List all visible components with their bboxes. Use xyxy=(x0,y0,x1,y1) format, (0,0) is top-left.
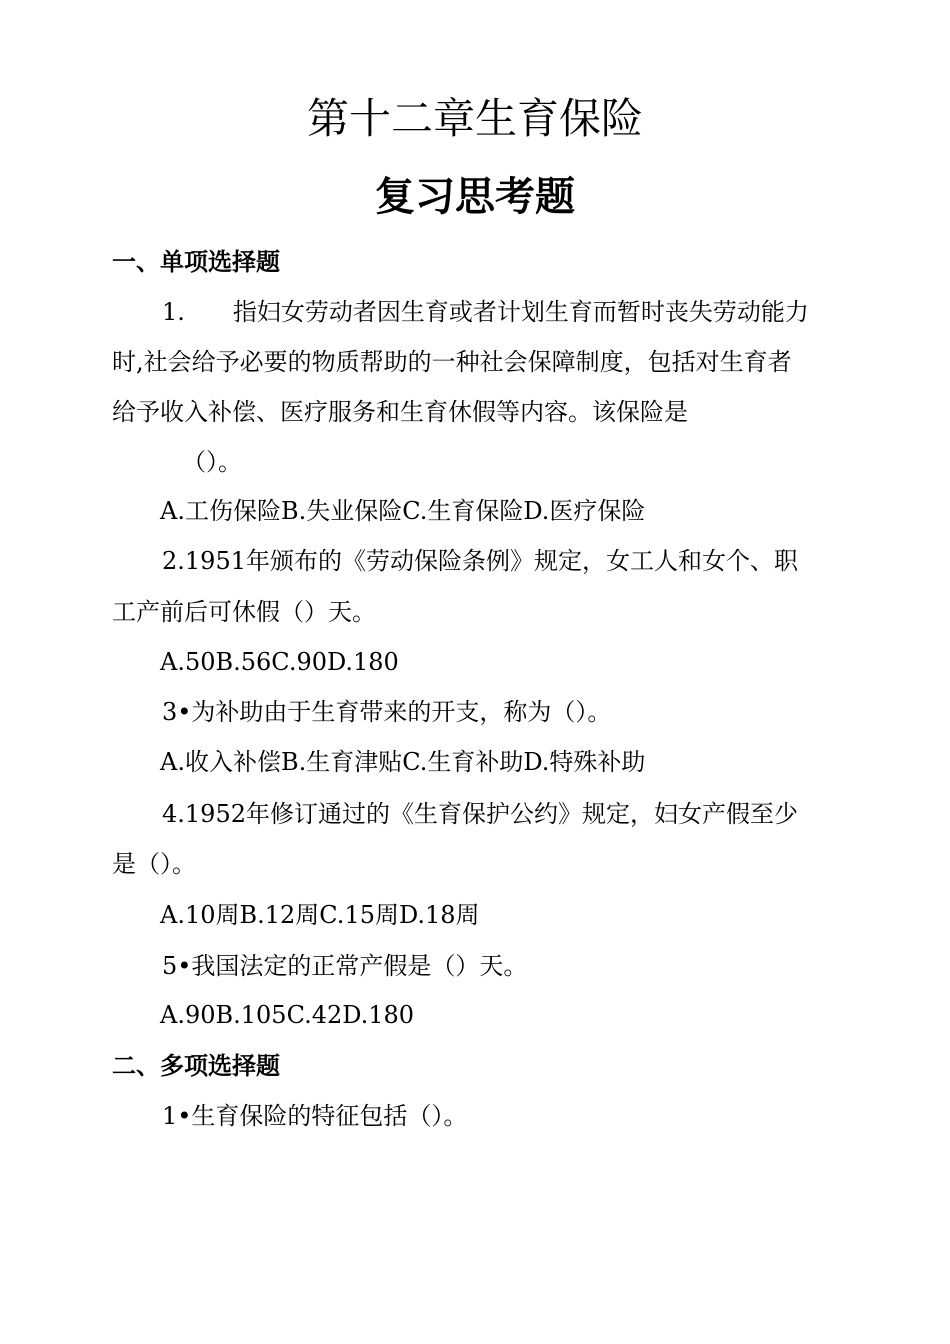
question-1-options: A.工伤保险B.失业保险C.生育保险D.医疗保险 xyxy=(160,497,646,525)
question-2-options: A.50B.56C.90D.180 xyxy=(160,648,399,676)
question-1-text-1: 指妇女劳动者因生育或者计划生育而暂时丧失劳动能力 xyxy=(232,298,809,326)
section-heading-multiple-choice: 二、多项选择题 xyxy=(112,1052,280,1080)
question-2-line-1: 2.1951年颁布的《劳动保险条例》规定，女工人和女个、职 xyxy=(162,547,798,575)
question-1-line-3: 给予收入补偿、医疗服务和生育休假等内容。该保险是 xyxy=(112,398,688,426)
question-3-options: A.收入补偿B.生育津贴C.生育补助D.特殊补助 xyxy=(160,748,646,776)
section-heading-single-choice: 一、单项选择题 xyxy=(112,248,280,276)
question-1-line-2: 时,社会给予必要的物质帮助的一种社会保障制度，包括对生育者 xyxy=(112,348,792,376)
multi-question-1-line-1: 1•生育保险的特征包括（）。 xyxy=(162,1102,468,1130)
question-5-options: A.90B.105C.42D.180 xyxy=(160,1001,415,1029)
question-3-line-1: 3•为补助由于生育带来的开支，称为（）。 xyxy=(162,698,612,726)
review-questions-title: 复习思考题 xyxy=(375,174,575,220)
question-4-options: A.10周B.12周C.15周D.18周 xyxy=(160,901,480,929)
question-1-number: 1. xyxy=(162,298,185,326)
question-2-line-2: 工产前后可休假（）天。 xyxy=(112,598,376,626)
question-4-line-1: 4.1952年修订通过的《生育保护公约》规定，妇女产假至少 xyxy=(162,800,798,828)
question-1-line-4: （）。 xyxy=(182,448,242,476)
question-5-line-1: 5•我国法定的正常产假是（）天。 xyxy=(162,952,528,980)
question-1-line-1 xyxy=(162,297,809,327)
chapter-title: 第十二章生育保险 xyxy=(306,94,643,143)
question-4-line-2: 是（）。 xyxy=(112,850,196,878)
